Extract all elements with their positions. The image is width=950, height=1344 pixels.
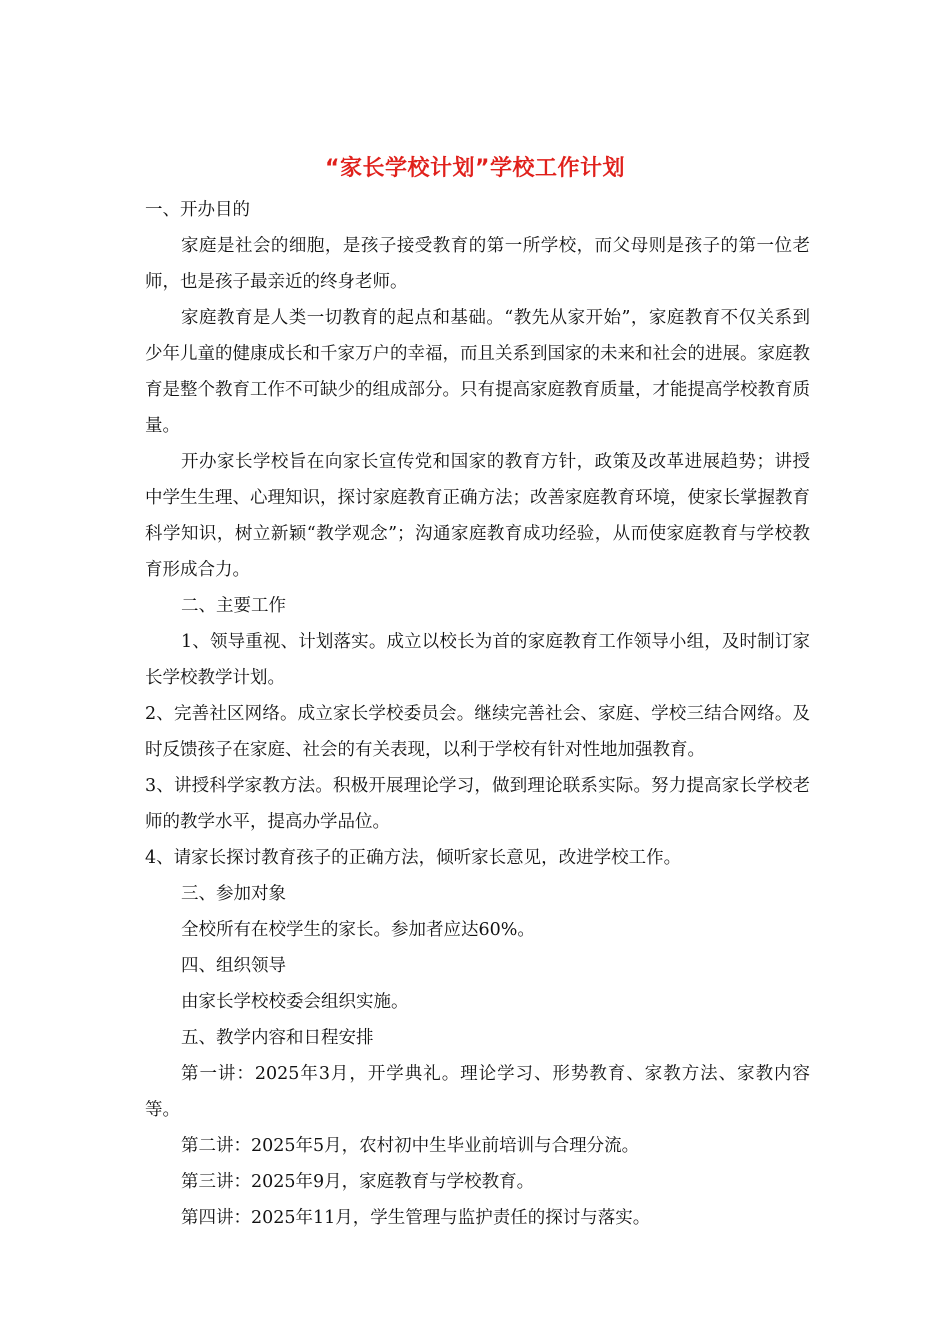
schedule-item: 第四讲：2025年11月，学生管理与监护责任的探讨与落实。 <box>181 1208 651 1228</box>
schedule-item: 第二讲：2025年5月，农村初中生毕业前培训与合理分流。 <box>181 1136 640 1156</box>
heading-participants: 三、参加对象 <box>181 884 286 904</box>
paragraph-organization: 由家长学校校委会组织实施。 <box>181 992 409 1012</box>
paragraph-school-aim: 开办家长学校旨在向家长宣传党和国家的教育方针，政策及改革进展趋势；讲授中学生生理、心理知识，探讨家庭教育正确方法；改善家庭教育环境，使家长掌握教育科学知识，树立新颖“教学观念”；沟通家庭教育成功经验，从而使家庭教育与学校教育形成合力。 <box>145 452 810 580</box>
list-item: 1、领导重视、计划落实。成立以校长为首的家庭教育工作领导小组，及时制订家长学校教学计划。 <box>145 632 810 688</box>
list-item: 4、请家长探讨教育孩子的正确方法，倾听家长意见，改进学校工作。 <box>145 848 682 868</box>
list-item: 2、完善社区网络。成立家长学校委员会。继续完善社会、家庭、学校三结合网络。及时反馈孩子在家庭、社会的有关表现，以利于学校有针对性地加强教育。 <box>145 704 810 760</box>
heading-purpose: 一、开办目的 <box>145 200 250 220</box>
heading-main-work: 二、主要工作 <box>181 596 286 616</box>
schedule-item: 第一讲：2025年3月，开学典礼。理论学习、形势教育、家教方法、家教内容等。 <box>145 1064 810 1120</box>
paragraph-family-education: 家庭教育是人类一切教育的起点和基础。“教先从家开始”，家庭教育不仅关系到少年儿童的健康成长和千家万户的幸福，而且关系到国家的未来和社会的进展。家庭教育是整个教育工作不可缺少的组成部分。只有提高家庭教育质量，才能提高学校教育质量。 <box>145 308 810 436</box>
schedule-item: 第三讲：2025年9月，家庭教育与学校教育。 <box>181 1172 535 1192</box>
list-item: 3、讲授科学家教方法。积极开展理论学习，做到理论联系实际。努力提高家长学校老师的教学水平，提高办学品位。 <box>145 776 810 832</box>
heading-organization: 四、组织领导 <box>181 956 286 976</box>
heading-schedule: 五、教学内容和日程安排 <box>181 1028 374 1048</box>
paragraph-participants: 全校所有在校学生的家长。参加者应达60%。 <box>181 920 535 940</box>
document-title: “家长学校计划”学校工作计划 <box>325 156 625 181</box>
paragraph-family-cell: 家庭是社会的细胞，是孩子接受教育的第一所学校，而父母则是孩子的第一位老师，也是孩子最亲近的终身老师。 <box>145 236 810 292</box>
document-body <box>145 192 810 1236</box>
